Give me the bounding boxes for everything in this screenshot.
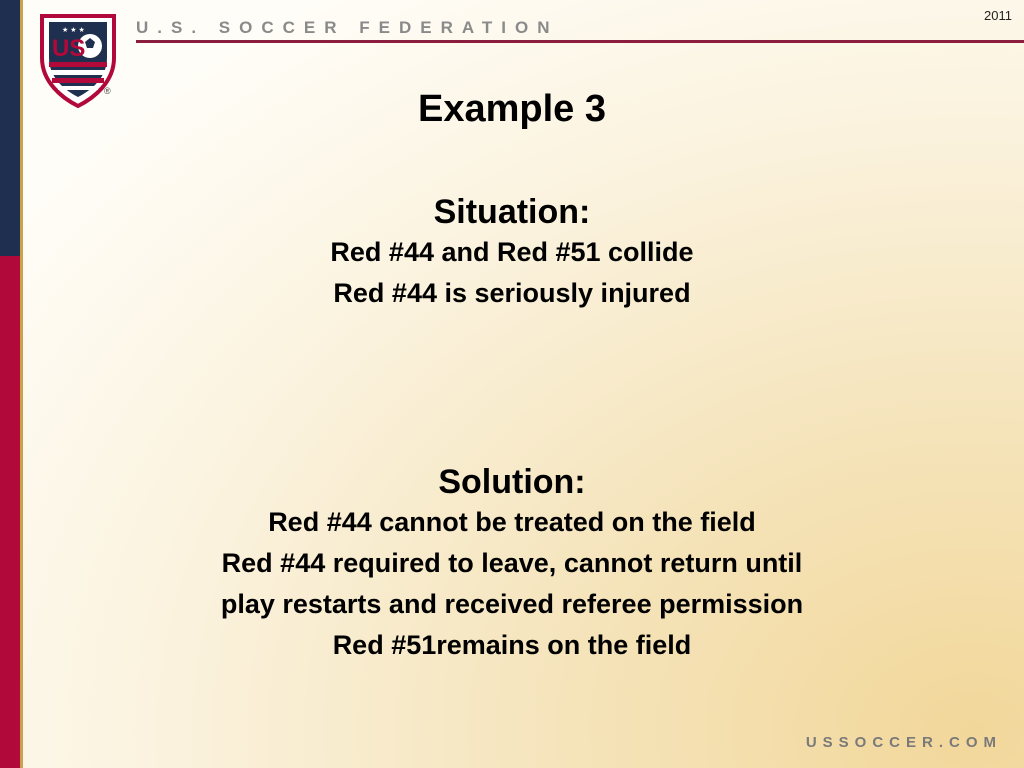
crest-letters: US [52,35,86,62]
footer-url: USSOCCER.COM [805,734,1002,751]
situation-line: Red #44 and Red #51 collide [330,237,694,267]
svg-text:★ ★ ★: ★ ★ ★ [62,27,85,34]
solution-section [0,462,1024,666]
year-label: 2011 [984,8,1012,23]
registered-mark: ® [104,86,111,96]
solution-heading: Solution: [438,463,586,501]
solution-line: play restarts and received referee permission [220,589,804,619]
solution-line: Red #44 required to leave, cannot return until [221,548,803,578]
brand-name: U.S. SOCCER FEDERATION [136,18,559,37]
situation-section [0,192,1024,314]
slide-title: Example 3 [418,88,606,130]
solution-line: Red #44 cannot be treated on the field [268,507,756,537]
header-rule [136,40,1024,43]
situation-heading: Situation: [433,193,591,231]
solution-line: Red #51remains on the field [332,630,692,660]
situation-line: Red #44 is seriously injured [333,278,691,308]
